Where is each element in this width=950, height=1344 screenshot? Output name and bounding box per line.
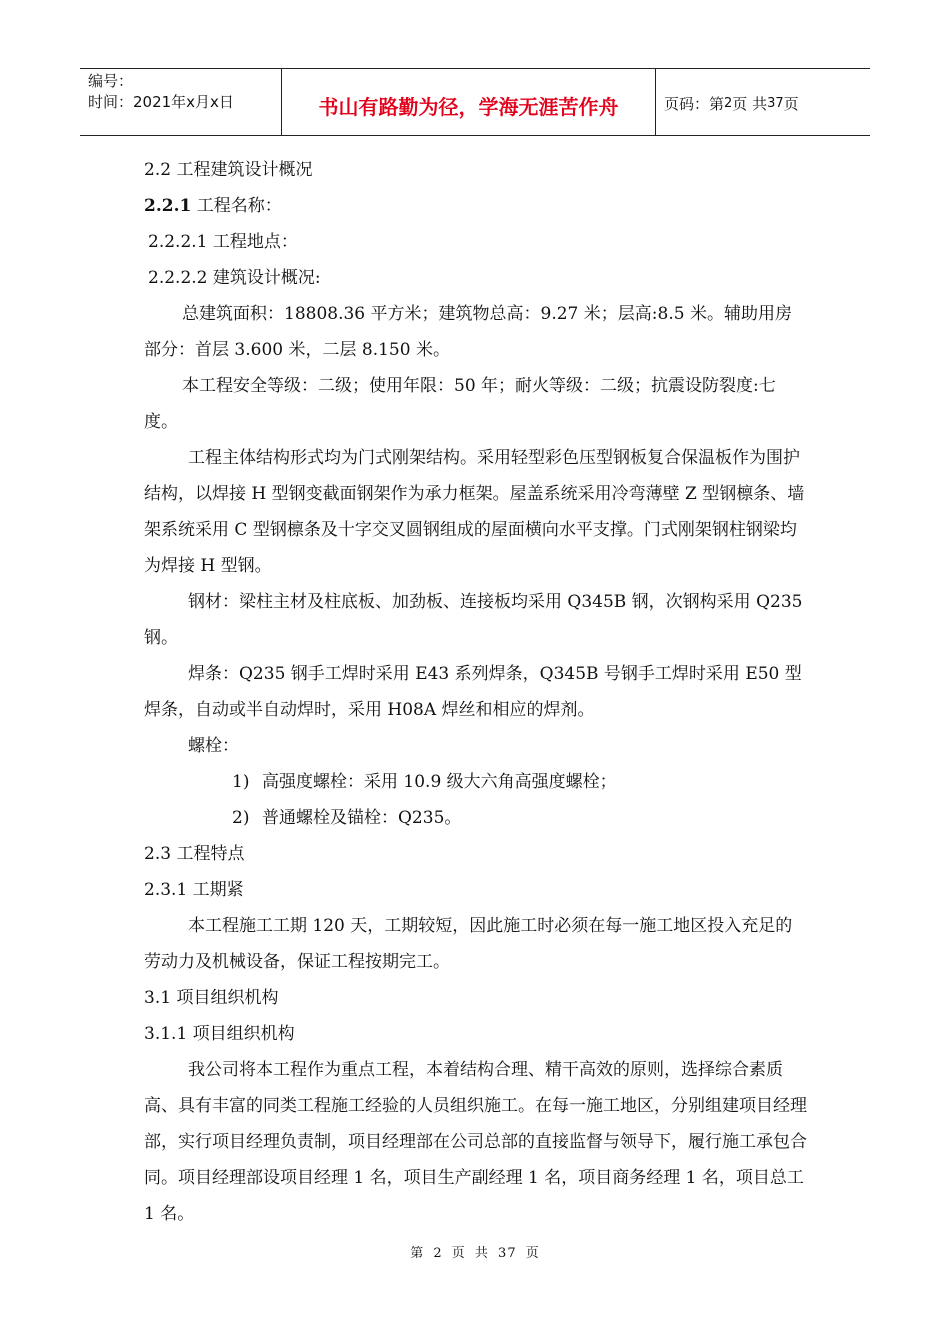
page-footer: 第 2 页 共 37 页 — [410, 1246, 540, 1261]
page-total: 37 — [767, 95, 784, 111]
paragraph-weld: 焊条：Q235 钢手工焊时采用 E43 系列焊条，Q345B 号钢手工焊时采用 E50 型焊条，自动或半自动焊时，采用 H08A 焊丝和相应的焊剂。 — [144, 664, 802, 720]
paragraph-steel: 钢材：梁柱主材及柱底板、加劲板、连接板均采用 Q345B 钢，次钢构采用 Q235 钢。 — [144, 592, 803, 648]
heading-3-1: 3.1 项目组织机构 — [144, 988, 279, 1008]
page-num: 2 — [724, 95, 733, 111]
heading-2-2: 2.2 工程建筑设计概况 — [144, 160, 313, 180]
page-prefix: 页码：第 — [664, 94, 725, 113]
header-page-number — [656, 69, 870, 135]
heading-2-2-1-number: 2.2.1 — [144, 196, 192, 216]
header-motto: 书山有路勤为径，学海无涯苦作舟 — [282, 69, 656, 135]
list-item-number: 1) — [232, 772, 250, 792]
doc-code-label: 编号： — [88, 72, 134, 90]
paragraph-safety: 本工程安全等级：二级；使用年限：50 年；耐火等级：二级；抗震设防裂度:七度。 — [144, 376, 776, 432]
heading-2-3: 2.3 工程特点 — [144, 844, 245, 864]
paragraph-bolt: 螺栓： — [188, 736, 239, 756]
page-mid: 页 共 — [732, 94, 768, 113]
paragraph-schedule: 本工程施工工期 120 天，工期较短，因此施工时必须在每一施工地区投入充足的劳动力及机械设备，保证工程按期完工。 — [144, 916, 793, 972]
heading-3-1-1: 3.1.1 项目组织机构 — [144, 1024, 295, 1044]
heading-2-2-1-text: 工程名称： — [191, 196, 282, 216]
heading-2-2-1 — [144, 188, 808, 224]
list-item — [144, 800, 808, 836]
page-header — [80, 68, 870, 136]
paragraph-area: 总建筑面积：18808.36 平方米；建筑物总高：9.27 米；层高:8.5 米。辅助用房部分：首层 3.600 米，二层 8.150 米。 — [144, 304, 792, 360]
heading-2-2-2-2: 2.2.2.2 建筑设计概况: — [148, 268, 321, 288]
paragraph-organization: 我公司将本工程作为重点工程，本着结构合理、精干高效的原则，选择综合素质高、具有丰富的同类工程施工经验的人员组织施工。在每一施工地区，分别组建项目经理部，实行项目经理负责制，项目经理部在公司总部的直接监督与领导下，履行施工承包合同。项目经理部设项目经理 1 名，项目生产副经理 1 名，项目商务经理 1 名，项目总工 1 名。 — [144, 1060, 807, 1224]
list-item-text: 普通螺栓及锚栓：Q235。 — [262, 808, 462, 828]
heading-2-3-1: 2.3.1 工期紧 — [144, 880, 244, 900]
list-item-number: 2) — [232, 808, 250, 828]
doc-time-label: 时间：2021年x月x日 — [88, 93, 234, 111]
page-suffix: 页 — [783, 94, 799, 113]
heading-2-2-2-1: 2.2.2.1 工程地点： — [148, 232, 298, 252]
list-item — [144, 764, 808, 800]
header-info — [80, 69, 282, 135]
list-item-text: 高强度螺栓：采用 10.9 级大六角高强度螺栓； — [262, 772, 617, 792]
document-body — [144, 152, 808, 1232]
paragraph-structure: 工程主体结构形式均为门式刚架结构。采用轻型彩色压型钢板复合保温板作为围护结构，以焊接 H 型钢变截面钢架作为承力框架。屋盖系统采用冷弯薄壁 Z 型钢檩条、墙架系统采用 C 型钢檩条及十字交叉圆钢组成的屋面横向水平支撑。门式刚架钢柱钢梁均为焊接 H 型钢。 — [144, 448, 805, 576]
